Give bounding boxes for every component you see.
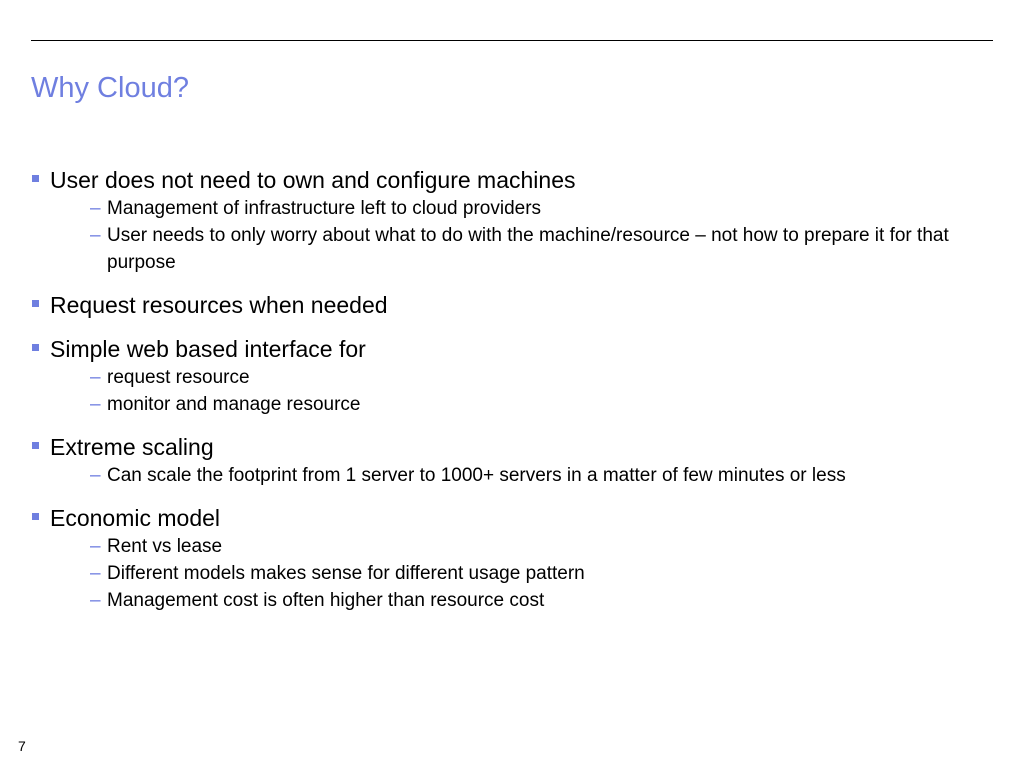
- square-bullet-icon: [32, 442, 39, 449]
- sub-bullet-item: [50, 560, 991, 587]
- bullet-text: Economic model: [50, 505, 221, 531]
- sub-bullet-text: Management of infrastructure left to cloud providers: [107, 198, 542, 219]
- sub-bullet-list: [50, 195, 991, 276]
- sub-bullet-item: [50, 391, 991, 418]
- sub-bullet-item: [50, 462, 991, 489]
- bullet-list: [31, 165, 991, 628]
- square-bullet-icon: [32, 344, 39, 351]
- bullet-item: [31, 290, 991, 320]
- slide-title: Why Cloud?: [31, 72, 189, 104]
- sub-bullet-text: Can scale the footprint from 1 server to 1000+ servers in a matter of few minutes or less: [107, 465, 846, 486]
- sub-bullet-text: User needs to only worry about what to do with the machine/resource – not how to prepare it for that purpose: [107, 225, 949, 273]
- dash-bullet-icon: –: [90, 225, 101, 246]
- sub-bullet-list: [50, 364, 991, 418]
- dash-bullet-icon: –: [90, 590, 101, 611]
- sub-bullet-item: [50, 533, 991, 560]
- bullet-text: User does not need to own and configure machines: [50, 167, 576, 193]
- sub-bullet-item: [50, 587, 991, 614]
- page-number: 7: [18, 738, 26, 754]
- bullet-item: [31, 503, 991, 614]
- square-bullet-icon: [32, 513, 39, 520]
- sub-bullet-item: [50, 195, 991, 222]
- bullet-item: [31, 334, 991, 418]
- sub-bullet-text: request resource: [107, 367, 250, 388]
- bullet-item: [31, 165, 991, 276]
- sub-bullet-item: [50, 364, 991, 391]
- sub-bullet-text: Rent vs lease: [107, 536, 223, 557]
- dash-bullet-icon: –: [90, 563, 101, 584]
- sub-bullet-text: monitor and manage resource: [107, 394, 361, 415]
- header-rule: [31, 40, 993, 41]
- sub-bullet-item: [50, 222, 991, 276]
- dash-bullet-icon: –: [90, 394, 101, 415]
- dash-bullet-icon: –: [90, 198, 101, 219]
- sub-bullet-list: [50, 533, 991, 614]
- sub-bullet-text: Management cost is often higher than resource cost: [107, 590, 545, 611]
- dash-bullet-icon: –: [90, 367, 101, 388]
- dash-bullet-icon: –: [90, 536, 101, 557]
- bullet-text: Extreme scaling: [50, 434, 214, 460]
- bullet-item: [31, 432, 991, 489]
- dash-bullet-icon: –: [90, 465, 101, 486]
- bullet-text: Request resources when needed: [50, 292, 388, 318]
- bullet-text: Simple web based interface for: [50, 336, 366, 362]
- sub-bullet-text: Different models makes sense for different usage pattern: [107, 563, 585, 584]
- square-bullet-icon: [32, 175, 39, 182]
- sub-bullet-list: [50, 462, 991, 489]
- square-bullet-icon: [32, 300, 39, 307]
